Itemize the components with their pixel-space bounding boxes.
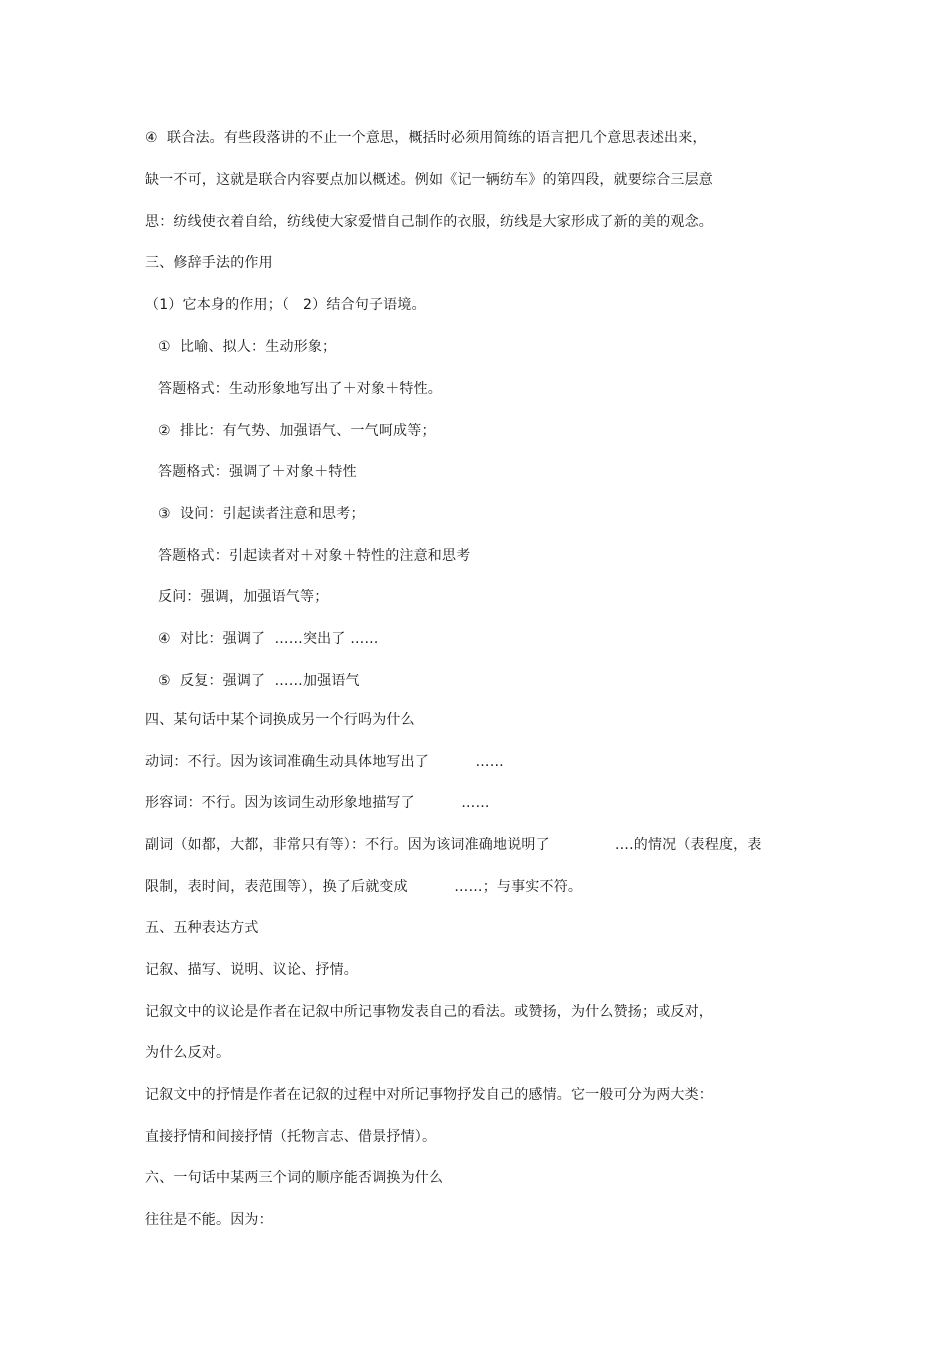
text-line: 记叙文中的议论是作者在记叙中所记事物发表自己的看法。或赞扬，为什么赞扬；或反对， — [145, 1004, 713, 1020]
text-line: 答题格式：引起读者对＋对象＋特性的注意和思考 — [158, 548, 471, 564]
text-line: 记叙、描写、说明、议论、抒情。 — [145, 962, 358, 978]
text-line: 为什么反对。 — [145, 1045, 231, 1061]
section-heading: 五、五种表达方式 — [145, 920, 259, 936]
text-line: 记叙文中的抒情是作者在记叙的过程中对所记事物抒发自己的感情。它一般可分为两大类： — [145, 1087, 713, 1103]
text-line: 副词（如都，大都，非常只有等）：不行。因为该词准确地说明了 ….的情况（表程度，表 — [145, 837, 762, 853]
text-line: 答题格式：强调了＋对象＋特性 — [158, 464, 357, 480]
text-line: 答题格式：生动形象地写出了＋对象＋特性。 — [158, 381, 442, 397]
section-heading: 四、某句话中某个词换成另一个行吗为什么 — [145, 712, 415, 728]
text-line: 限制，表时间，表范围等），换了后就变成 ……；与事实不符。 — [145, 879, 583, 895]
text-line: 往往是不能。因为： — [145, 1212, 273, 1228]
list-item: ⑤ 反复：强调了 ……加强语气 — [158, 673, 360, 689]
text-line: 反问：强调，加强语气等； — [158, 589, 329, 605]
list-item: ③ 设问：引起读者注意和思考； — [158, 506, 365, 522]
section-heading: 六、一句话中某两三个词的顺序能否调换为什么 — [145, 1170, 444, 1186]
list-item: ② 排比：有气势、加强语气、一气呵成等； — [158, 423, 436, 439]
text-line: 动词：不行。因为该词准确生动具体地写出了 …… — [145, 754, 504, 770]
section-heading: 三、修辞手法的作用 — [145, 255, 273, 271]
text-line: 直接抒情和间接抒情（托物言志、借景抒情）。 — [145, 1129, 437, 1145]
list-item: ① 比喻、拟人：生动形象； — [158, 339, 337, 355]
text-line: 形容词：不行。因为该词生动形象地描写了 …… — [145, 795, 490, 811]
text-line: （1）它本身的作用；（ 2）结合句子语境。 — [145, 297, 426, 313]
text-line: 缺一不可，这就是联合内容要点加以概述。例如《记一辆纺车》的第四段，就要综合三层意 — [145, 172, 713, 188]
text-line: 思：纺线使衣着自给，纺线使大家爱惜自己制作的衣服，纺线是大家形成了新的美的观念。 — [145, 214, 713, 230]
list-item: ④ 对比：强调了 ……突出了 …… — [158, 631, 379, 647]
text-line: ④ 联合法。有些段落讲的不止一个意思，概括时必须用简练的语言把几个意思表述出来， — [145, 130, 707, 146]
